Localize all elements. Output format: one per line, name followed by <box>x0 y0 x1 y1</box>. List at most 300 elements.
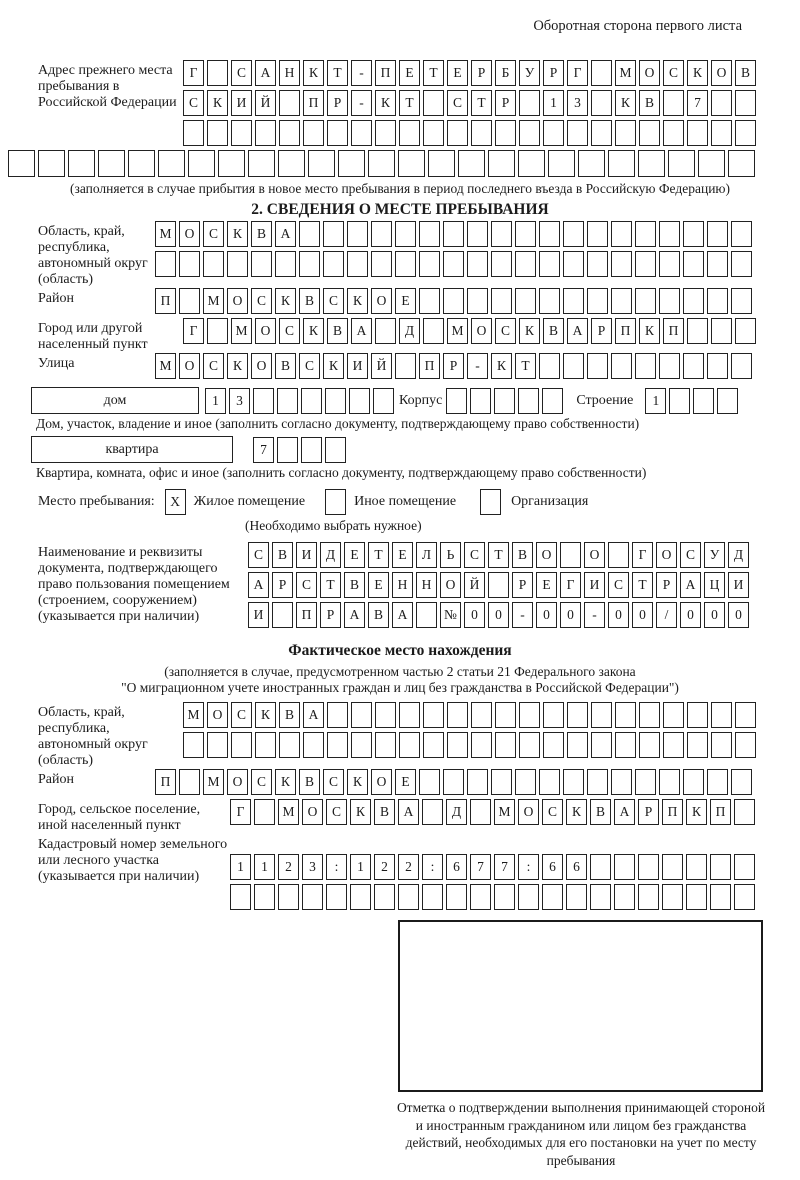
kvartira-caption: Квартира, комната, офис и иное (заполнить согласно документу, подтверждающему право собственности) <box>36 465 647 480</box>
char-cell <box>735 90 756 116</box>
char-cell <box>707 353 728 379</box>
char-cell: О <box>536 542 557 568</box>
char-cell: Р <box>638 799 659 825</box>
char-cell <box>591 732 612 758</box>
char-cell: М <box>203 769 224 795</box>
char-cell <box>423 732 444 758</box>
char-cell: Р <box>327 90 348 116</box>
char-cell <box>639 702 660 728</box>
char-cell: Д <box>320 542 341 568</box>
char-cell <box>218 150 245 177</box>
char-cell <box>38 150 65 177</box>
char-cell: 7 <box>253 437 274 463</box>
char-cell: Е <box>447 60 468 86</box>
char-cell <box>728 150 755 177</box>
char-cell <box>563 288 584 314</box>
char-cell <box>539 221 560 247</box>
ulitsa-field <box>0 353 800 383</box>
char-cell: К <box>303 60 324 86</box>
char-cell <box>614 854 635 880</box>
char-cell <box>611 288 632 314</box>
fact-raion-label: Район <box>38 772 74 787</box>
char-cell: Й <box>464 572 485 598</box>
char-cell: П <box>155 769 176 795</box>
char-cell: М <box>615 60 636 86</box>
char-cell <box>608 150 635 177</box>
char-cell: К <box>687 60 708 86</box>
char-cell <box>491 769 512 795</box>
char-cell: С <box>464 542 485 568</box>
char-cell <box>279 120 300 146</box>
char-cell <box>611 769 632 795</box>
char-cell: Т <box>399 90 420 116</box>
char-cell: Е <box>368 572 389 598</box>
char-cell <box>323 251 344 277</box>
char-cell: - <box>584 602 605 628</box>
char-cell: С <box>663 60 684 86</box>
prev-address-row-1 <box>183 60 759 86</box>
char-cell: В <box>590 799 611 825</box>
char-cell <box>707 769 728 795</box>
char-cell: В <box>251 221 272 247</box>
char-cell: А <box>248 572 269 598</box>
char-cell <box>230 884 251 910</box>
char-cell: Т <box>515 353 536 379</box>
kadastr-row-1 <box>230 854 758 880</box>
char-cell <box>566 884 587 910</box>
char-cell: № <box>440 602 461 628</box>
char-cell <box>128 150 155 177</box>
char-cell: К <box>227 353 248 379</box>
char-cell: В <box>327 318 348 344</box>
char-cell: К <box>303 318 324 344</box>
char-cell <box>560 542 581 568</box>
char-cell <box>731 251 752 277</box>
kadastr-label: Кадастровый номер земельного или лесного участка (указывается при наличии) <box>38 837 228 884</box>
char-cell <box>68 150 95 177</box>
char-cell: К <box>566 799 587 825</box>
korpus-cells <box>446 388 566 414</box>
document-rows <box>248 542 752 632</box>
fact-oblast-rows <box>183 702 759 762</box>
char-cell <box>422 884 443 910</box>
char-cell <box>488 150 515 177</box>
char-cell: 1 <box>254 854 275 880</box>
char-cell: И <box>296 542 317 568</box>
char-cell <box>711 732 732 758</box>
char-cell <box>663 702 684 728</box>
char-cell <box>347 221 368 247</box>
char-cell <box>731 221 752 247</box>
char-cell: С <box>323 769 344 795</box>
char-cell <box>662 854 683 880</box>
char-cell: П <box>296 602 317 628</box>
char-cell <box>539 769 560 795</box>
char-cell: Р <box>495 90 516 116</box>
char-cell: А <box>255 60 276 86</box>
char-cell <box>608 542 629 568</box>
char-cell <box>447 732 468 758</box>
char-cell <box>278 884 299 910</box>
char-cell <box>443 251 464 277</box>
char-cell <box>279 90 300 116</box>
char-cell: П <box>303 90 324 116</box>
char-cell <box>371 221 392 247</box>
char-cell: В <box>272 542 293 568</box>
char-cell <box>515 251 536 277</box>
korpus-label: Корпус <box>399 392 443 408</box>
mesto-caption: (Необходимо выбрать нужное) <box>245 518 422 533</box>
char-cell <box>639 732 660 758</box>
kvartira-box: квартира <box>31 436 233 463</box>
char-cell <box>351 120 372 146</box>
char-cell <box>374 884 395 910</box>
char-cell: И <box>728 572 749 598</box>
char-cell: 6 <box>446 854 467 880</box>
char-cell <box>683 288 704 314</box>
char-cell <box>611 353 632 379</box>
char-cell <box>614 884 635 910</box>
gorod-row <box>183 318 759 344</box>
char-cell: К <box>227 221 248 247</box>
kvartira-cells <box>253 437 349 463</box>
char-cell <box>373 388 394 414</box>
char-cell <box>491 221 512 247</box>
char-cell: К <box>615 90 636 116</box>
mesto-label: Место пребывания: <box>38 494 155 509</box>
char-cell <box>399 120 420 146</box>
char-cell <box>416 602 437 628</box>
fact-subtitle-1: (заполняется в случае, предусмотренном частью 2 статьи 21 Федерального закона <box>164 664 636 679</box>
char-cell: Д <box>399 318 420 344</box>
char-cell: А <box>680 572 701 598</box>
char-cell: С <box>231 60 252 86</box>
char-cell: С <box>251 288 272 314</box>
char-cell <box>687 318 708 344</box>
char-cell <box>303 732 324 758</box>
char-cell <box>447 702 468 728</box>
section2-title: 2. СВЕДЕНИЯ О МЕСТЕ ПРЕБЫВАНИЯ <box>251 201 549 218</box>
char-cell: Р <box>543 60 564 86</box>
stamp-area <box>398 920 763 1092</box>
char-cell <box>591 702 612 728</box>
char-cell: 0 <box>704 602 725 628</box>
gorod-label: Город или другой населенный пункт <box>38 321 148 352</box>
char-cell <box>491 251 512 277</box>
char-cell <box>707 221 728 247</box>
char-cell <box>539 288 560 314</box>
char-cell <box>635 251 656 277</box>
fact-raion-row <box>155 769 755 795</box>
char-cell <box>563 251 584 277</box>
char-cell: Е <box>399 60 420 86</box>
char-cell <box>398 884 419 910</box>
char-cell: М <box>203 288 224 314</box>
char-cell: С <box>251 769 272 795</box>
char-cell <box>687 732 708 758</box>
char-cell: К <box>350 799 371 825</box>
char-cell: С <box>296 572 317 598</box>
char-cell: 7 <box>470 854 491 880</box>
char-cell: О <box>227 769 248 795</box>
char-cell: С <box>279 318 300 344</box>
char-cell <box>395 221 416 247</box>
char-cell <box>663 732 684 758</box>
char-cell: 0 <box>680 602 701 628</box>
fact-oblast-row-2 <box>183 732 759 758</box>
char-cell <box>275 251 296 277</box>
char-cell: П <box>375 60 396 86</box>
char-cell: 6 <box>566 854 587 880</box>
char-cell <box>351 732 372 758</box>
char-cell <box>711 120 732 146</box>
char-cell <box>419 288 440 314</box>
kadastr-field <box>0 834 800 914</box>
oblast-rows <box>155 221 755 281</box>
fact-gorod-row <box>230 799 758 825</box>
char-cell: О <box>584 542 605 568</box>
char-cell: 7 <box>687 90 708 116</box>
char-cell <box>467 221 488 247</box>
char-cell: М <box>183 702 204 728</box>
char-cell <box>735 120 756 146</box>
char-cell: К <box>275 288 296 314</box>
char-cell <box>539 353 560 379</box>
option-zhiloe-label: Жилое помещение <box>193 494 306 509</box>
char-cell: У <box>519 60 540 86</box>
char-cell: О <box>639 60 660 86</box>
char-cell <box>179 251 200 277</box>
char-cell: Е <box>395 288 416 314</box>
char-cell: К <box>519 318 540 344</box>
char-cell <box>277 388 298 414</box>
char-cell <box>251 251 272 277</box>
char-cell: К <box>686 799 707 825</box>
char-cell <box>659 251 680 277</box>
char-cell <box>611 251 632 277</box>
char-cell <box>423 318 444 344</box>
char-cell <box>272 602 293 628</box>
char-cell: - <box>351 60 372 86</box>
char-cell: 0 <box>728 602 749 628</box>
char-cell: О <box>371 769 392 795</box>
char-cell <box>710 854 731 880</box>
char-cell <box>615 702 636 728</box>
char-cell <box>519 702 540 728</box>
char-cell <box>8 150 35 177</box>
char-cell <box>611 221 632 247</box>
raion-row <box>155 288 755 314</box>
char-cell <box>587 221 608 247</box>
char-cell: Е <box>344 542 365 568</box>
char-cell: 0 <box>560 602 581 628</box>
char-cell <box>325 437 346 463</box>
char-cell <box>659 353 680 379</box>
char-cell: К <box>323 353 344 379</box>
prev-address-row-3 <box>183 120 759 146</box>
char-cell <box>686 854 707 880</box>
char-cell: Р <box>471 60 492 86</box>
char-cell <box>326 884 347 910</box>
char-cell: А <box>303 702 324 728</box>
char-cell <box>327 120 348 146</box>
char-cell: А <box>351 318 372 344</box>
char-cell <box>422 799 443 825</box>
prev-address-row-2 <box>183 90 759 116</box>
char-cell <box>734 884 755 910</box>
stroenie-cells <box>645 388 741 414</box>
char-cell <box>308 150 335 177</box>
char-cell <box>693 388 714 414</box>
char-cell <box>375 120 396 146</box>
char-cell <box>591 120 612 146</box>
char-cell: В <box>639 90 660 116</box>
char-cell <box>371 251 392 277</box>
char-cell: 2 <box>278 854 299 880</box>
oblast-label: Область, край, республика, автономный округ (область) <box>38 224 148 287</box>
char-cell <box>519 90 540 116</box>
char-cell: С <box>326 799 347 825</box>
char-cell: О <box>302 799 323 825</box>
char-cell <box>567 732 588 758</box>
char-cell: Р <box>656 572 677 598</box>
char-cell <box>687 702 708 728</box>
char-cell <box>635 221 656 247</box>
oblast-row-2 <box>155 251 755 277</box>
char-cell: 7 <box>494 854 515 880</box>
char-cell: С <box>203 221 224 247</box>
char-cell: С <box>608 572 629 598</box>
char-cell <box>443 288 464 314</box>
char-cell <box>471 120 492 146</box>
checkbox-inoe <box>325 489 346 515</box>
char-cell <box>467 288 488 314</box>
char-cell <box>231 120 252 146</box>
char-cell: Т <box>320 572 341 598</box>
checkbox-zhiloe: X <box>165 489 186 515</box>
char-cell <box>423 702 444 728</box>
char-cell <box>350 884 371 910</box>
char-cell <box>542 884 563 910</box>
char-cell <box>470 884 491 910</box>
mesto-prebyvaniya-field <box>0 489 800 515</box>
char-cell: Й <box>255 90 276 116</box>
prev-address-caption: (заполняется в случае прибытия в новое место пребывания в период последнего въезда в Российскую Федерацию) <box>69 181 731 196</box>
char-cell: О <box>179 221 200 247</box>
prev-address-label: Адрес прежнего места пребывания в Российской Федерации <box>38 63 177 110</box>
char-cell <box>248 150 275 177</box>
char-cell: 0 <box>488 602 509 628</box>
char-cell <box>255 120 276 146</box>
gorod-field <box>0 318 800 353</box>
prev-address-block <box>0 60 800 150</box>
char-cell <box>375 732 396 758</box>
char-cell: 0 <box>536 602 557 628</box>
char-cell <box>495 120 516 146</box>
char-cell: К <box>491 353 512 379</box>
char-cell <box>227 251 248 277</box>
char-cell: У <box>704 542 725 568</box>
char-cell: Р <box>443 353 464 379</box>
kadastr-rows <box>230 834 758 914</box>
char-cell: О <box>207 702 228 728</box>
char-cell: К <box>347 769 368 795</box>
char-cell <box>518 150 545 177</box>
char-cell: О <box>179 353 200 379</box>
char-cell <box>735 318 756 344</box>
char-cell <box>254 799 275 825</box>
char-cell: П <box>663 318 684 344</box>
char-cell: К <box>255 702 276 728</box>
char-cell <box>543 732 564 758</box>
char-cell: Е <box>536 572 557 598</box>
char-cell <box>711 702 732 728</box>
char-cell: 3 <box>229 388 250 414</box>
char-cell <box>207 318 228 344</box>
char-cell <box>423 120 444 146</box>
char-cell <box>735 702 756 728</box>
char-cell: В <box>374 799 395 825</box>
char-cell <box>207 60 228 86</box>
char-cell: О <box>440 572 461 598</box>
char-cell: 1 <box>205 388 226 414</box>
char-cell: Ц <box>704 572 725 598</box>
char-cell: 1 <box>350 854 371 880</box>
page-header-note: Оборотная сторона первого листа <box>533 18 742 34</box>
dom-caption: Дом, участок, владение и иное (заполнить согласно документу, подтверждающему право собственности) <box>36 416 640 431</box>
char-cell <box>338 150 365 177</box>
char-cell <box>683 221 704 247</box>
char-cell: 3 <box>302 854 323 880</box>
char-cell <box>591 90 612 116</box>
char-cell: П <box>710 799 731 825</box>
char-cell <box>155 251 176 277</box>
char-cell: 6 <box>542 854 563 880</box>
char-cell: - <box>351 90 372 116</box>
char-cell <box>591 60 612 86</box>
char-cell: М <box>447 318 468 344</box>
char-cell: И <box>248 602 269 628</box>
char-cell <box>458 150 485 177</box>
char-cell: М <box>231 318 252 344</box>
char-cell <box>301 388 322 414</box>
char-cell: И <box>347 353 368 379</box>
fact-title: Фактическое место нахождения <box>288 642 512 659</box>
char-cell: П <box>662 799 683 825</box>
char-cell: П <box>419 353 440 379</box>
document-field <box>0 542 800 632</box>
char-cell: М <box>494 799 515 825</box>
prev-address-row-4 <box>0 150 800 177</box>
char-cell: С <box>495 318 516 344</box>
dom-field <box>31 387 800 414</box>
char-cell: Г <box>567 60 588 86</box>
document-row-3 <box>248 602 752 628</box>
char-cell: Б <box>495 60 516 86</box>
char-cell <box>662 884 683 910</box>
char-cell: 1 <box>645 388 666 414</box>
char-cell: Л <box>416 542 437 568</box>
char-cell: Р <box>320 602 341 628</box>
char-cell <box>638 150 665 177</box>
char-cell <box>179 769 200 795</box>
char-cell: Р <box>272 572 293 598</box>
char-cell: В <box>368 602 389 628</box>
char-cell: А <box>614 799 635 825</box>
char-cell <box>488 572 509 598</box>
char-cell <box>707 251 728 277</box>
char-cell <box>587 769 608 795</box>
